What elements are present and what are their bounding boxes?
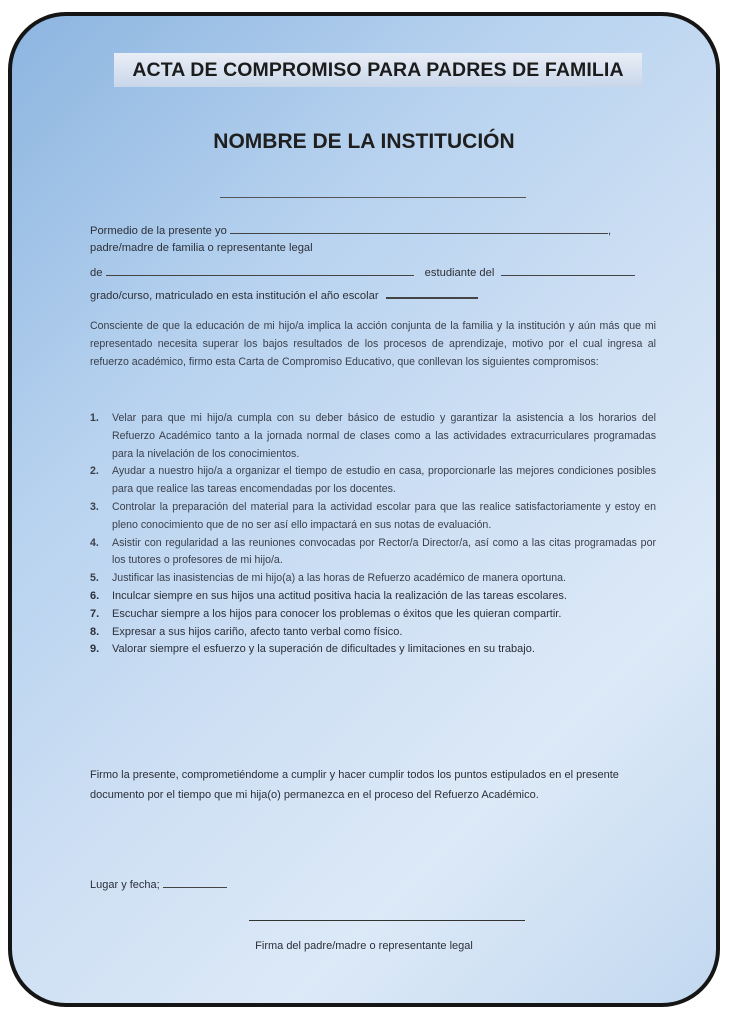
grade-blank[interactable] — [501, 264, 635, 276]
list-item — [90, 606, 656, 624]
place-date-label: Lugar y fecha; — [90, 879, 160, 891]
list-item — [90, 624, 656, 642]
list-item-number: 6. — [90, 589, 100, 602]
form-line-2-label: padre/madre de familia o representante legal — [90, 242, 313, 254]
commitments-list — [90, 410, 656, 659]
list-item-text: Valorar siempre el esfuerzo y la superación de dificultades y limitaciones en su trabajo. — [112, 643, 535, 656]
place-date-blank[interactable] — [163, 876, 227, 888]
signature-line[interactable] — [249, 920, 525, 921]
list-item-number: 2. — [90, 465, 99, 478]
list-item — [90, 641, 656, 659]
signature-label: Firma del padre/madre o representante legal — [255, 940, 473, 952]
place-date-field — [90, 876, 227, 891]
list-item — [90, 463, 656, 499]
list-item — [90, 410, 656, 463]
list-item-text: Velar para que mi hijo/a cumpla con su deber básico de estudio y garantizar la asistencia a los horarios del Refuerzo Académico tanto a la jornada normal de clases como a las actividades extracurriculares programadas para la nivelación de los conocimientos. — [112, 412, 656, 460]
form-line-3-label: de — [90, 267, 103, 279]
form-line-3 — [90, 264, 635, 279]
list-item — [90, 588, 656, 606]
list-item-number: 1. — [90, 412, 99, 424]
document-title: ACTA DE COMPROMISO PARA PADRES DE FAMILIA — [114, 53, 642, 87]
name-blank[interactable] — [230, 222, 608, 234]
list-item-text: Ayudar a nuestro hijo/a a organizar el tiempo de estudio en casa, proporcionarle las mejores condiciones posibles para que realice las tareas encomendadas por los docentes. — [112, 465, 656, 496]
form-line-2 — [90, 242, 313, 254]
intro-paragraph: Consciente de que la educación de mi hijo/a implica la acción conjunta de la familia y la institución y aún más que mi representado necesita superar los bajos resultados de los procesos de aprendizaje, motivo por el cual ingresa al refuerzo académico, firmo esta Carta de Compromiso Educativo, que conllevan los siguientes compromisos: — [90, 320, 656, 368]
list-item-text: Escuchar siempre a los hijos para conocer los problemas o éxitos que les quieran compartir. — [112, 607, 562, 620]
list-item-text: Inculcar siempre en sus hijos una actitud positiva hacia la realización de las tareas escolares. — [112, 589, 567, 602]
form-line-1 — [90, 222, 611, 237]
form-line-1-end: , — [607, 225, 612, 237]
list-item-number: 3. — [90, 500, 99, 513]
form-line-1-label: Pormedio de la presente yo — [90, 225, 227, 237]
form-line-4-label: grado/curso, matriculado en esta institución el año escolar — [90, 290, 379, 302]
list-item-number: 8. — [90, 625, 100, 638]
list-item-number: 5. — [90, 572, 99, 585]
list-item-number: 9. — [90, 643, 100, 656]
institution-name: NOMBRE DE LA INSTITUCIÓN — [213, 130, 515, 153]
list-item-text: Expresar a sus hijos cariño, afecto tanto verbal como físico. — [112, 625, 403, 638]
list-item-number: 7. — [90, 607, 100, 620]
list-item-text: Justificar las inasistencias de mi hijo(a) a las horas de Refuerzo académico de manera oportuna. — [112, 572, 566, 585]
school-year-blank[interactable] — [386, 286, 478, 299]
closing-paragraph: Firmo la presente, comprometiéndome a cumplir y hacer cumplir todos los puntos estipulados en el presente documento por el tiempo que mi hija(o) permanezca en el proceso del Refuerzo Académico. — [90, 769, 619, 801]
form-line-3-mid: estudiante del — [424, 267, 495, 279]
student-name-blank[interactable] — [106, 264, 414, 276]
list-item-text: Asistir con regularidad a las reuniones convocadas por Rector/a Director/a, así como a las citas programadas por los tutores o profesores de mi hijo/a. — [112, 536, 656, 567]
document-frame — [8, 12, 720, 1007]
list-item — [90, 535, 656, 571]
institution-blank-line — [220, 197, 526, 198]
list-item — [90, 570, 656, 588]
list-item — [90, 499, 656, 535]
form-line-4 — [90, 286, 478, 302]
list-item-number: 4. — [90, 536, 99, 549]
list-item-text: Controlar la preparación del material para la actividad escolar para que las realice satisfactoriamente y estoy en pleno conocimiento que de no ser así ello impactará en sus notas de evaluación. — [112, 500, 656, 531]
